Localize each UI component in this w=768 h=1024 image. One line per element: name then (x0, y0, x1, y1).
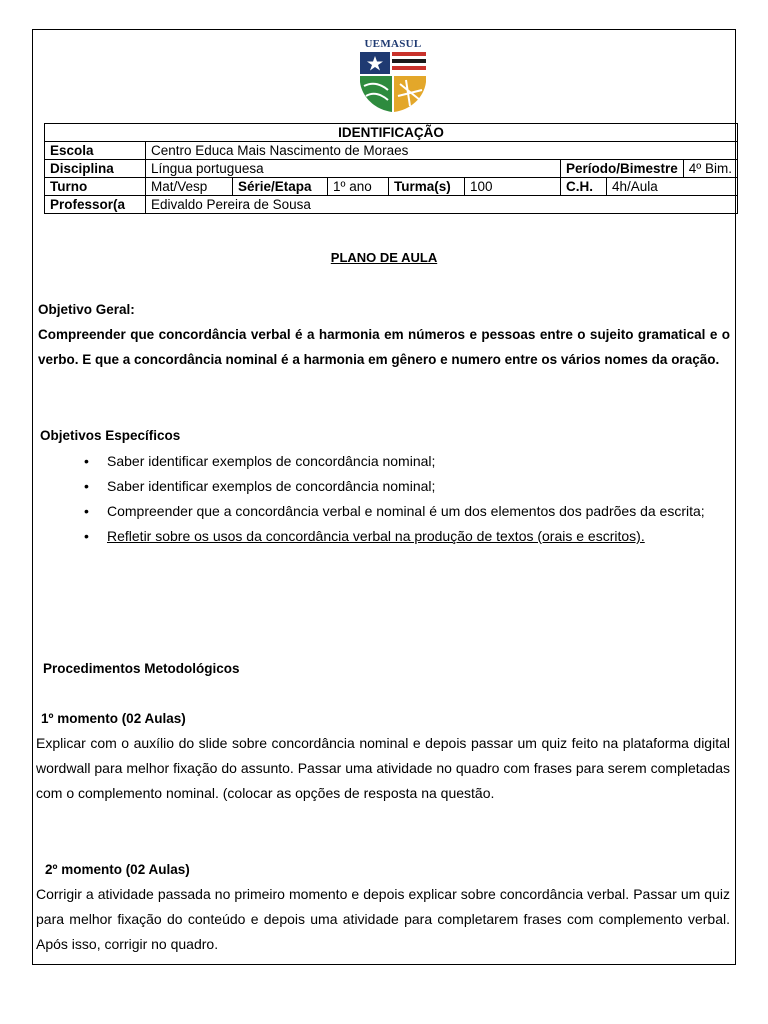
list-item (84, 474, 730, 499)
ch-label: C.H. (561, 178, 607, 196)
momento2-label: 2º momento (02 Aulas) (45, 862, 190, 877)
periodo-label: Período/Bimestre (561, 160, 684, 178)
escola-value: Centro Educa Mais Nascimento de Moraes (146, 142, 738, 160)
logo-text: UEMASUL (364, 38, 422, 50)
table-row (45, 196, 738, 214)
turno-label: Turno (45, 178, 146, 196)
list-item-text: Refletir sobre os usos da concordância verbal na produção de textos (orais e escritos). (107, 528, 645, 544)
identification-heading: IDENTIFICAÇÃO (45, 124, 738, 142)
table-row (45, 178, 738, 196)
list-item (84, 524, 730, 549)
procedimentos-label: Procedimentos Metodológicos (43, 661, 240, 676)
objetivos-especificos-label: Objetivos Específicos (40, 428, 181, 443)
plan-title: PLANO DE AULA (330, 250, 438, 265)
serie-value: 1º ano (328, 178, 389, 196)
table-row (45, 124, 738, 142)
shield-emblem-icon (358, 50, 428, 114)
momento1-text: Explicar com o auxílio do slide sobre concordância nominal e depois passar um quiz feito na plataforma digital wordwall para melhor fixação do assunto. Passar uma atividade no quadro com frases para serem completadas com o complemento nominal. (colocar as opções de resposta na questão. (36, 735, 730, 801)
list-item (84, 499, 730, 524)
bullet-icon: • (84, 453, 89, 469)
turma-label: Turma(s) (389, 178, 465, 196)
list-item-text: Saber identificar exemplos de concordância nominal; (107, 453, 436, 469)
professor-label: Professor(a (45, 196, 146, 214)
turma-value: 100 (465, 178, 561, 196)
list-item (84, 449, 730, 474)
uemasul-logo (358, 38, 428, 116)
bullet-icon: • (84, 503, 89, 519)
list-item-text: Saber identificar exemplos de concordância nominal; (107, 478, 436, 494)
objetivo-geral-label: Objetivo Geral: (38, 302, 135, 317)
escola-label: Escola (45, 142, 146, 160)
professor-value: Edivaldo Pereira de Sousa (146, 196, 738, 214)
table-row (45, 142, 738, 160)
objetivo-geral-text: Compreender que concordância verbal é a harmonia em números e pessoas entre o sujeito gramatical e o verbo. E que a concordância nominal é a harmonia em gênero e numero entre os vários nomes da oração. (38, 327, 730, 367)
disciplina-label: Disciplina (45, 160, 146, 178)
identification-table (44, 123, 738, 214)
serie-label: Série/Etapa (233, 178, 328, 196)
periodo-value: 4º Bim. (683, 160, 737, 178)
turno-value: Mat/Vesp (146, 178, 233, 196)
bullet-icon: • (84, 478, 89, 494)
table-row (45, 160, 738, 178)
bullet-icon: • (84, 528, 89, 544)
objetivos-especificos-list (84, 449, 730, 549)
momento1-label: 1º momento (02 Aulas) (41, 711, 186, 726)
list-item-text: Compreender que a concordância verbal e nominal é um dos elementos dos padrões da escrita; (107, 503, 705, 519)
momento2-text: Corrigir a atividade passada no primeiro momento e depois explicar sobre concordância verbal. Passar um quiz para melhor fixação do conteúdo e depois uma atividade para completarem frases com complemento verbal. Após isso, corrigir no quadro. (36, 886, 730, 952)
disciplina-value: Língua portuguesa (146, 160, 561, 178)
ch-value: 4h/Aula (607, 178, 738, 196)
